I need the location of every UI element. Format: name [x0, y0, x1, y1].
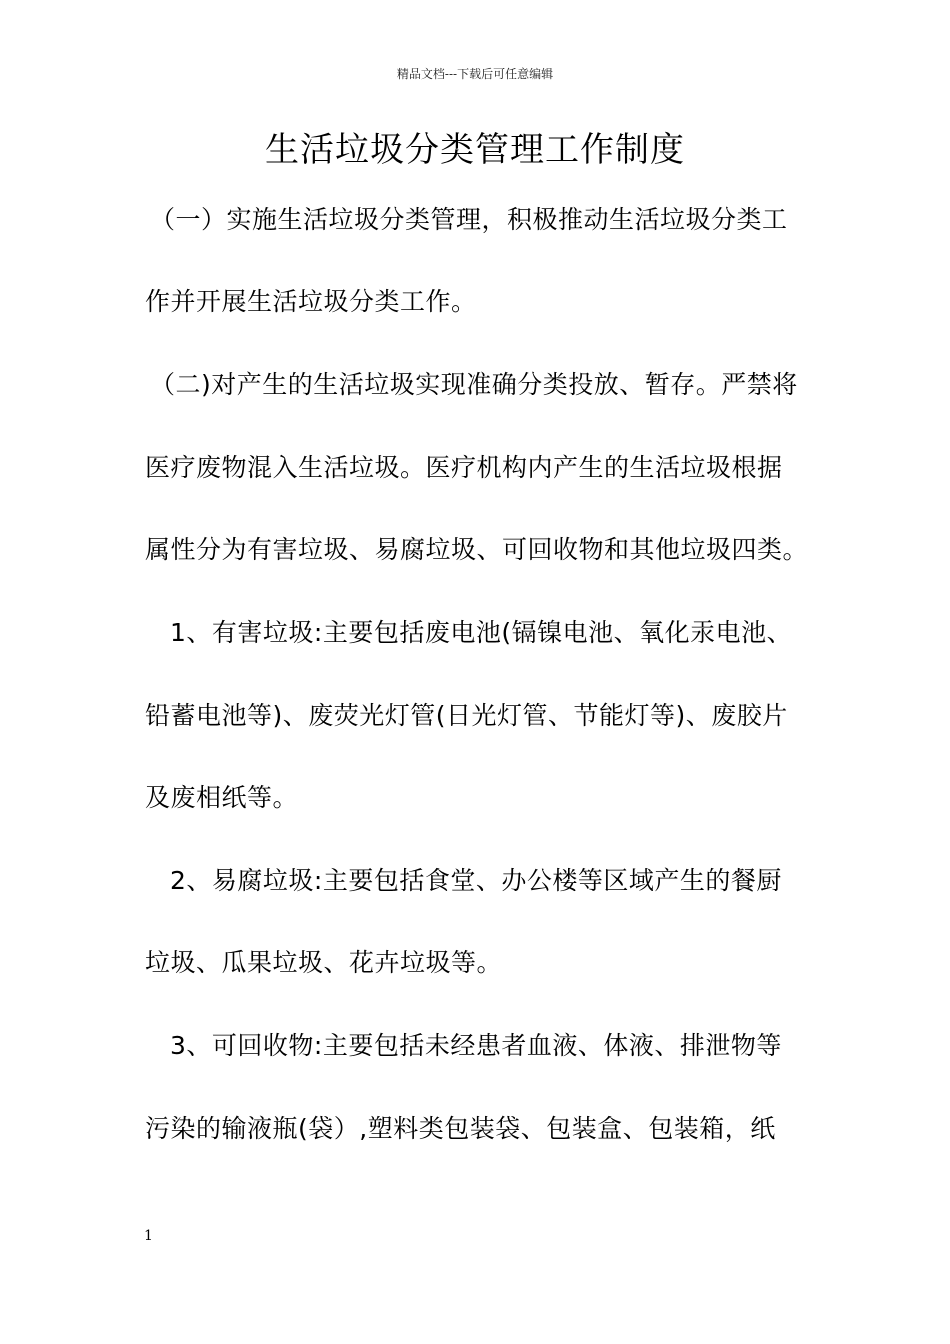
body-line-1: （一）实施生活垃圾分类管理，积极推动生活垃圾分类工	[150, 205, 788, 234]
body-line-6: 1、有害垃圾:主要包括废电池(镉镍电池、氧化汞电池、	[170, 618, 793, 647]
body-line-12: 污染的输液瓶(袋）,塑料类包装袋、包装盒、包装箱，纸	[145, 1114, 776, 1143]
body-line-9: 2、易腐垃圾:主要包括食堂、办公楼等区域产生的餐厨	[170, 866, 782, 895]
body-line-10: 垃圾、瓜果垃圾、花卉垃圾等。	[145, 948, 503, 977]
page-number: 1	[144, 1228, 153, 1244]
document-title: 生活垃圾分类管理工作制度	[265, 130, 685, 170]
body-line-2: 作并开展生活垃圾分类工作。	[145, 287, 477, 316]
body-line-7: 铅蓄电池等)、废荧光灯管(日光灯管、节能灯等)、废胶片	[145, 701, 788, 730]
body-line-11: 3、可回收物:主要包括未经患者血液、体液、排泄物等	[170, 1031, 782, 1060]
body-line-5: 属性分为有害垃圾、易腐垃圾、可回收物和其他垃圾四类。	[145, 535, 809, 564]
body-line-3: （二)对产生的生活垃圾实现准确分类投放、暂存。严禁将	[150, 370, 798, 399]
page-header: 精品文档---下载后可任意编辑	[396, 67, 554, 81]
body-line-4: 医疗废物混入生活垃圾。医疗机构内产生的生活垃圾根据	[145, 453, 783, 482]
body-line-8: 及废相纸等。	[145, 783, 299, 812]
